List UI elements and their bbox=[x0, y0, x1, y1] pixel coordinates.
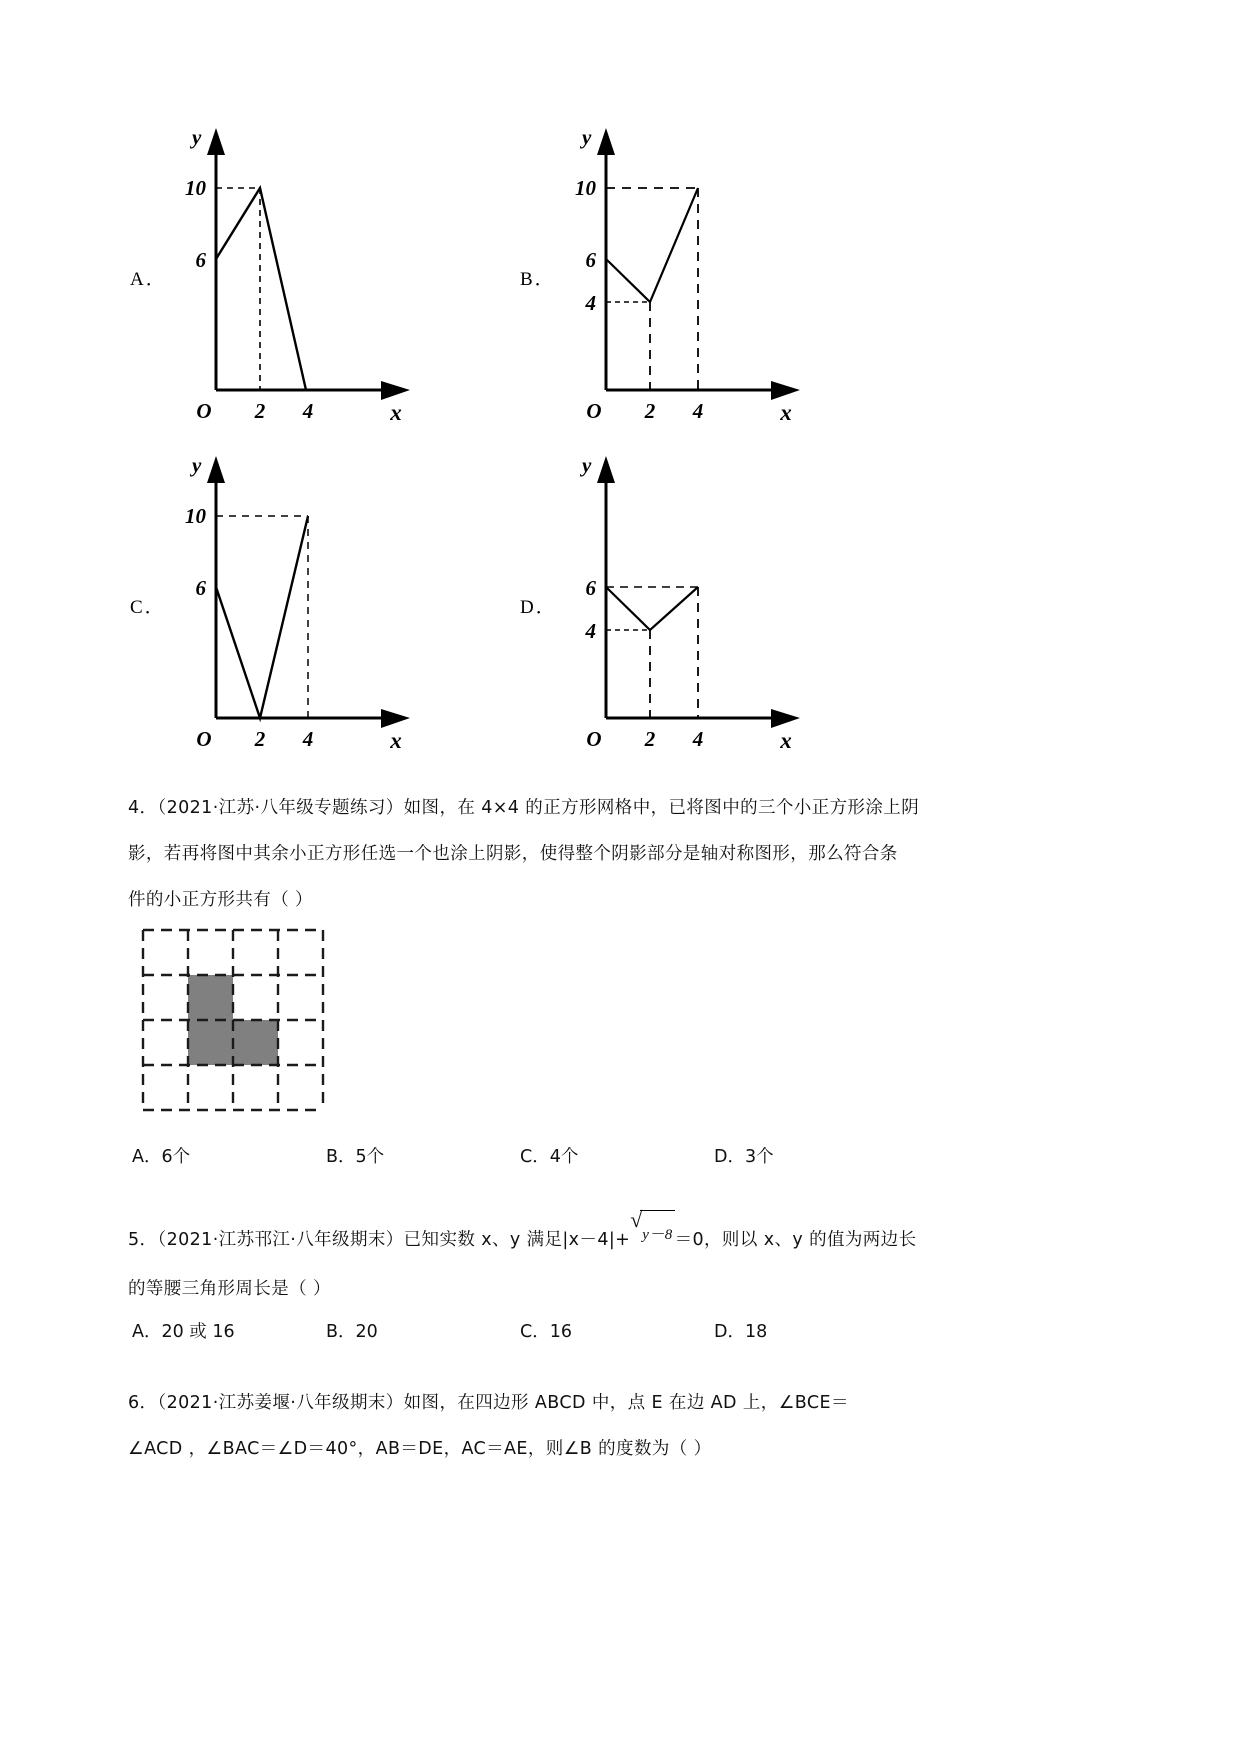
question5-suffix: ＝0，则以 x、y 的值为两边长 bbox=[674, 1230, 917, 1250]
graph-a-svg bbox=[128, 112, 528, 432]
question4-line3: 件的小正方形共有（ ） bbox=[128, 890, 313, 910]
graph-d-origin-label: O bbox=[586, 727, 602, 751]
graph-a-ytick-6: 6 bbox=[195, 248, 206, 272]
sqrt-expression bbox=[630, 1207, 674, 1258]
shaded-cell-r2c2 bbox=[233, 1020, 278, 1065]
option-d-letter: D． bbox=[520, 597, 557, 618]
option-b-letter: B． bbox=[520, 269, 556, 290]
graph-c-ytick-6: 6 bbox=[195, 576, 206, 600]
graph-b-origin-label: O bbox=[586, 399, 602, 423]
graph-a-xtick-2: 2 bbox=[254, 399, 266, 423]
question5-line2: 的等腰三角形周长是（ ） bbox=[128, 1279, 331, 1299]
radicand: y－8 bbox=[642, 1227, 673, 1243]
question4-answer-d[interactable]: D．3个 bbox=[714, 1147, 774, 1167]
graph-c-origin-label: O bbox=[196, 727, 212, 751]
graph-b-ytick-6: 6 bbox=[585, 248, 596, 272]
question4-answer-b[interactable]: B．5个 bbox=[326, 1147, 385, 1167]
question5-answer-a[interactable]: A．20 或 16 bbox=[132, 1322, 235, 1342]
graph-a-ytick-10: 10 bbox=[185, 176, 206, 200]
graph-b-ytick-10: 10 bbox=[575, 176, 596, 200]
question5-answer-d[interactable]: D．18 bbox=[714, 1322, 768, 1342]
graph-c-xtick-4: 4 bbox=[302, 727, 314, 751]
option-c-graph bbox=[128, 440, 528, 760]
radical-symbol-icon: √ bbox=[630, 1207, 643, 1232]
question4-line2: 影，若再将图中其余小正方形任选一个也涂上阴影，使得整个阴影部分是轴对称图形，那么符合条 bbox=[128, 844, 898, 864]
graph-c-svg bbox=[128, 440, 528, 760]
question5-answer-b[interactable]: B．20 bbox=[326, 1322, 378, 1342]
graph-d-ytick-6: 6 bbox=[585, 576, 596, 600]
graph-d-x-axis-label: x bbox=[780, 728, 792, 753]
option-c-letter: C． bbox=[130, 597, 166, 618]
graph-c-y-axis-label: y bbox=[192, 453, 202, 477]
question4-answer-c[interactable]: C．4个 bbox=[520, 1147, 579, 1167]
graph-a-y-axis-label: y bbox=[192, 125, 202, 149]
graph-d-xtick-4: 4 bbox=[692, 727, 704, 751]
shaded-cell-r2c1 bbox=[188, 1020, 233, 1065]
graph-d-xtick-2: 2 bbox=[644, 727, 656, 751]
radical-overbar bbox=[640, 1210, 674, 1211]
graph-c-xtick-2: 2 bbox=[254, 727, 266, 751]
graph-d-svg bbox=[518, 440, 918, 760]
graph-d-y-axis-label: y bbox=[582, 453, 592, 477]
question5-answer-c[interactable]: C．16 bbox=[520, 1322, 572, 1342]
option-a-graph bbox=[128, 112, 528, 432]
grid-4x4-svg bbox=[138, 925, 348, 1115]
question4-grid-figure bbox=[138, 925, 348, 1119]
graph-b-xtick-2: 2 bbox=[644, 399, 656, 423]
option-b-graph bbox=[518, 112, 918, 432]
graph-a-origin-label: O bbox=[196, 399, 212, 423]
graph-b-svg bbox=[518, 112, 918, 432]
question4-answer-a[interactable]: A．6个 bbox=[132, 1147, 191, 1167]
question6-line1: 6．（2021·江苏姜堰·八年级期末）如图，在四边形 ABCD 中，点 E 在边 AD 上，∠BCE＝ bbox=[128, 1393, 849, 1413]
graph-b-x-axis-label: x bbox=[780, 400, 792, 425]
shaded-cell-r1c1 bbox=[188, 975, 233, 1020]
question4-line1: 4．（2021·江苏·八年级专题练习）如图，在 4×4 的正方形网格中，已将图中的三个小正方形涂上阴 bbox=[128, 798, 920, 818]
option-d-graph bbox=[518, 440, 918, 760]
graph-b-xtick-4: 4 bbox=[692, 399, 704, 423]
option-a-letter: A． bbox=[130, 269, 167, 290]
graph-c-ytick-10: 10 bbox=[185, 504, 206, 528]
question6-line2: ∠ACD ，∠BAC＝∠D＝40°，AB＝DE，AC＝AE，则∠B 的度数为（ ） bbox=[128, 1439, 712, 1459]
graph-c-x-axis-label: x bbox=[390, 728, 402, 753]
graph-a-xtick-4: 4 bbox=[302, 399, 314, 423]
graph-b-y-axis-label: y bbox=[582, 125, 592, 149]
question5-line1 bbox=[128, 1207, 917, 1263]
graph-b-ytick-4: 4 bbox=[585, 291, 596, 315]
question5-prefix: 5．（2021·江苏邗江·八年级期末）已知实数 x、y 满足|x－4|+ bbox=[128, 1230, 631, 1250]
graph-d-ytick-4: 4 bbox=[585, 619, 596, 643]
graph-a-x-axis-label: x bbox=[390, 400, 402, 425]
